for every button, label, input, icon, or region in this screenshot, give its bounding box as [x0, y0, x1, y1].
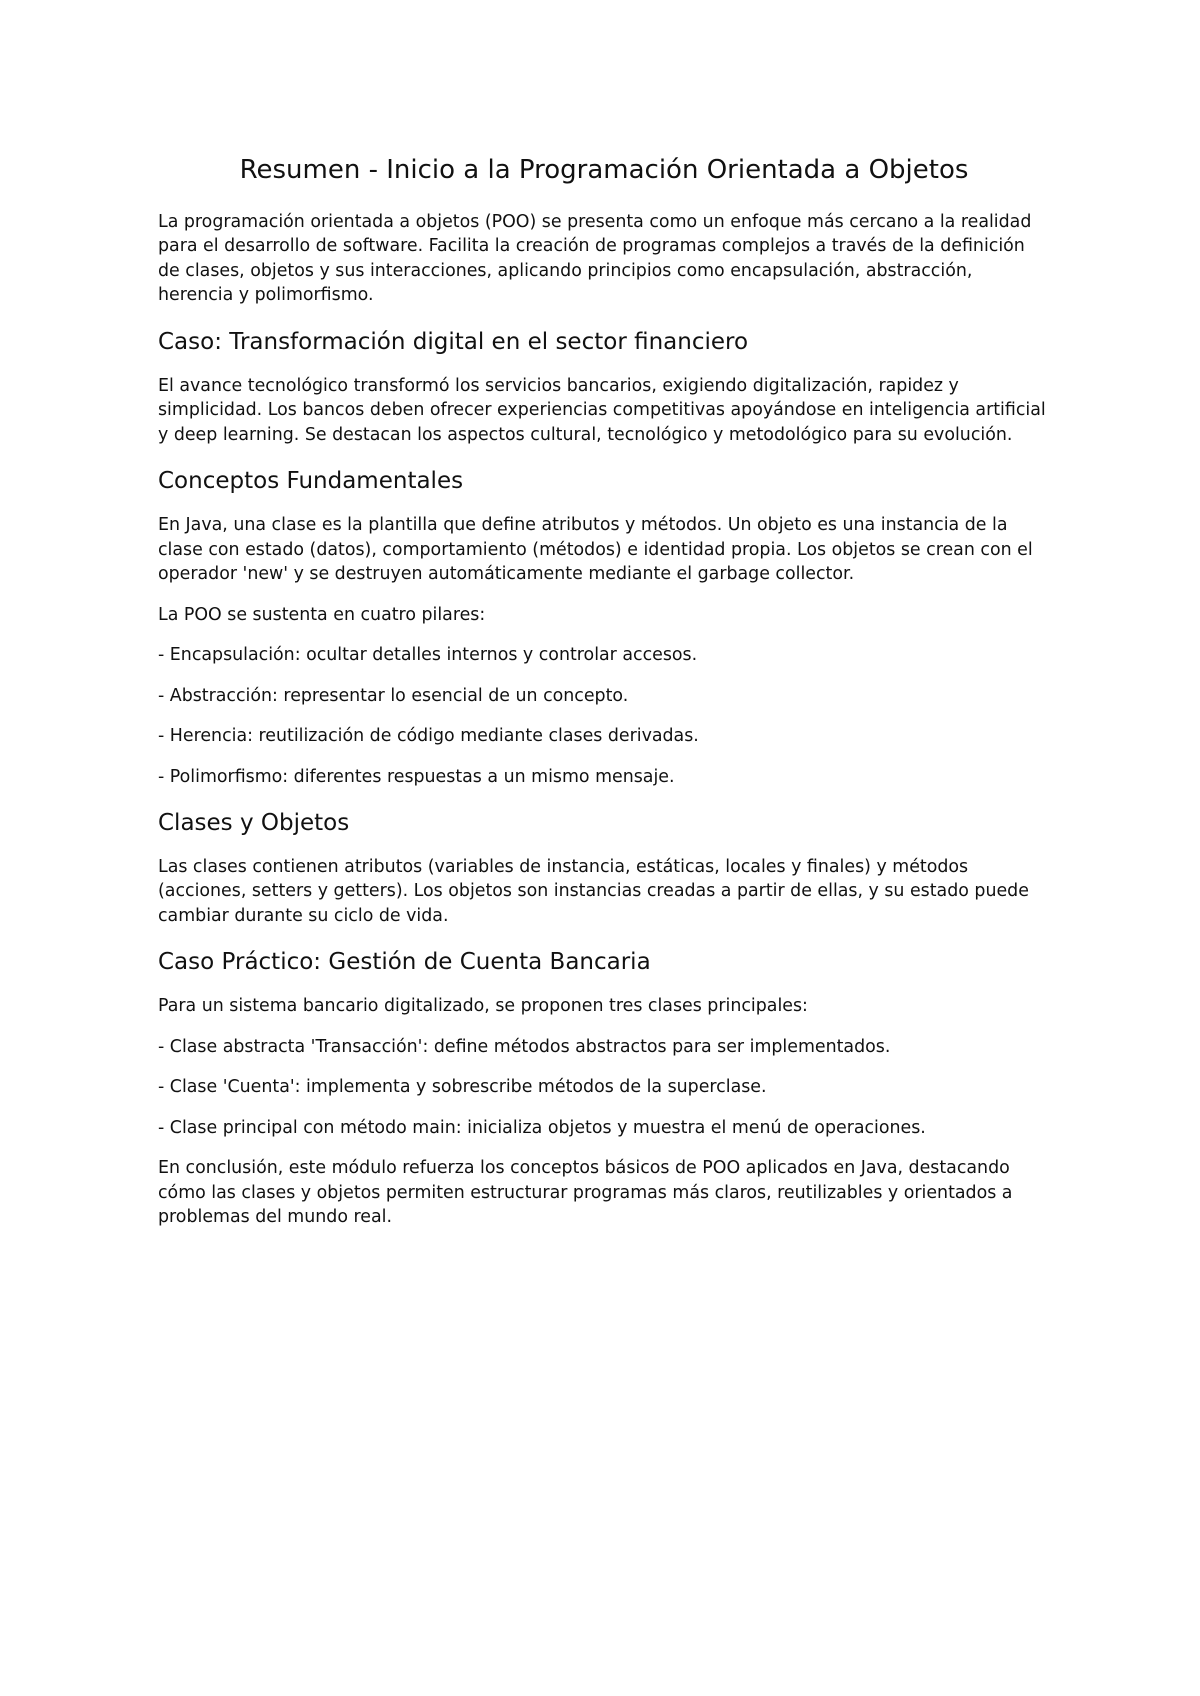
section-paragraph: La POO se sustenta en cuatro pilares: [158, 604, 486, 625]
bullet-item-polimorfismo: - Polimorfismo: diferentes respuestas a un mismo mensaje. [158, 766, 675, 787]
document-title: Resumen - Inicio a la Programación Orientada a Objetos [239, 155, 969, 185]
conclusion-paragraph: En conclusión, este módulo refuerza los conceptos básicos de POO aplicados en Java, destacando cómo las clases y objetos permiten estructurar programas más claros, reutilizables y orientados a problemas del mundo real. [158, 1158, 1013, 1228]
section-paragraph: En Java, una clase es la plantilla que define atributos y métodos. Un objeto es una instancia de la clase con estado (datos), comportamiento (métodos) e identidad propia. Los objetos se crean con el operador 'new' y se destruyen automáticamente mediante el garbage collector. [158, 515, 1033, 585]
section-paragraph: Para un sistema bancario digitalizado, se proponen tres clases principales: [158, 996, 808, 1017]
section-heading-caso-transformacion: Caso: Transformación digital en el sector financiero [158, 328, 749, 355]
bullet-item-transaccion: - Clase abstracta 'Transacción': define métodos abstractos para ser implementados. [158, 1036, 891, 1057]
section-heading-conceptos-fundamentales: Conceptos Fundamentales [158, 468, 464, 495]
bullet-item-clase-principal: - Clase principal con método main: inicializa objetos y muestra el menú de operaciones. [158, 1117, 926, 1138]
bullet-item-herencia: - Herencia: reutilización de código mediante clases derivadas. [158, 726, 699, 747]
section-heading-clases-objetos: Clases y Objetos [158, 810, 350, 837]
bullet-item-abstraccion: - Abstracción: representar lo esencial de un concepto. [158, 685, 629, 706]
bullet-item-cuenta: - Clase 'Cuenta': implementa y sobrescribe métodos de la superclase. [158, 1077, 767, 1098]
section-heading-caso-practico: Caso Práctico: Gestión de Cuenta Bancaria [158, 949, 651, 976]
section-paragraph: El avance tecnológico transformó los servicios bancarios, exigiendo digitalización, rapidez y simplicidad. Los bancos deben ofrecer experiencias competitivas apoyándose en inteligencia artificial y deep learning. Se destacan los aspectos cultural, tecnológico y metodológico para su evolución. [158, 375, 1046, 445]
bullet-item-encapsulacion: - Encapsulación: ocultar detalles internos y controlar accesos. [158, 645, 698, 666]
intro-paragraph: La programación orientada a objetos (POO) se presenta como un enfoque más cercano a la realidad para el desarrollo de software. Facilita la creación de programas complejos a través de la definición de clases, objetos y sus interacciones, aplicando principios como encapsulación, abstracción, herencia y polimorfismo. [158, 211, 1032, 306]
section-paragraph: Las clases contienen atributos (variables de instancia, estáticas, locales y finales) y métodos (acciones, setters y getters). Los objetos son instancias creadas a partir de ellas, y su estado puede cambiar durante su ciclo de vida. [158, 856, 1029, 926]
